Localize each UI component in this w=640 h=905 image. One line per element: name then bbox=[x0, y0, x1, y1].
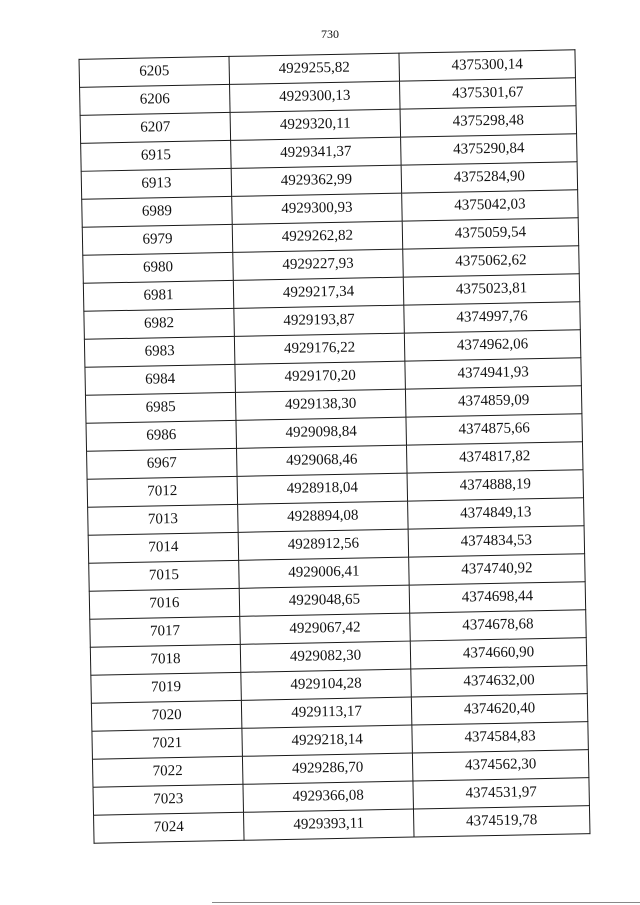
first-coordinate-cell: 4928918,04 bbox=[237, 473, 408, 504]
second-coordinate-cell: 4374888,19 bbox=[407, 470, 584, 501]
first-coordinate-cell: 4929218,14 bbox=[242, 725, 413, 756]
point-number-cell: 6984 bbox=[85, 364, 236, 395]
first-coordinate-cell: 4928912,56 bbox=[238, 529, 409, 560]
first-coordinate-cell: 4929176,22 bbox=[234, 333, 405, 364]
second-coordinate-cell: 4375284,90 bbox=[401, 162, 578, 193]
second-coordinate-cell: 4374632,00 bbox=[411, 666, 588, 697]
coordinates-table bbox=[79, 49, 591, 843]
point-number-cell: 7018 bbox=[90, 644, 241, 675]
point-number-cell: 6979 bbox=[82, 224, 233, 255]
first-coordinate-cell: 4929067,42 bbox=[240, 613, 411, 644]
point-number-cell: 6207 bbox=[80, 112, 231, 143]
point-number-cell: 7016 bbox=[89, 588, 240, 619]
second-coordinate-cell: 4374519,78 bbox=[413, 806, 590, 837]
first-coordinate-cell: 4929170,20 bbox=[235, 361, 406, 392]
second-coordinate-cell: 4374660,90 bbox=[410, 638, 587, 669]
first-coordinate-cell: 4929068,46 bbox=[237, 445, 408, 476]
second-coordinate-cell: 4375290,84 bbox=[401, 134, 578, 165]
point-number-cell: 6989 bbox=[82, 196, 233, 227]
second-coordinate-cell: 4375298,48 bbox=[400, 106, 577, 137]
first-coordinate-cell: 4929006,41 bbox=[239, 557, 410, 588]
first-coordinate-cell: 4929300,13 bbox=[230, 81, 401, 112]
first-coordinate-cell: 4929366,08 bbox=[243, 781, 414, 812]
second-coordinate-cell: 4374834,53 bbox=[408, 526, 585, 557]
second-coordinate-cell: 4374584,83 bbox=[412, 722, 589, 753]
point-number-cell: 7014 bbox=[88, 532, 239, 563]
second-coordinate-cell: 4374875,66 bbox=[406, 414, 583, 445]
second-coordinate-cell: 4374620,40 bbox=[411, 694, 588, 725]
point-number-cell: 6913 bbox=[81, 168, 232, 199]
point-number-cell: 7013 bbox=[88, 504, 239, 535]
first-coordinate-cell: 4929098,84 bbox=[236, 417, 407, 448]
second-coordinate-cell: 4374562,30 bbox=[412, 750, 589, 781]
point-number-cell: 6983 bbox=[84, 336, 235, 367]
first-coordinate-cell: 4929393,11 bbox=[244, 809, 415, 840]
page-number: 730 bbox=[321, 27, 339, 41]
point-number-cell: 6980 bbox=[83, 252, 234, 283]
first-coordinate-cell: 4929300,93 bbox=[232, 193, 403, 224]
point-number-cell: 6206 bbox=[80, 84, 231, 115]
second-coordinate-cell: 4374740,92 bbox=[409, 554, 586, 585]
second-coordinate-cell: 4375059,54 bbox=[402, 218, 579, 249]
second-coordinate-cell: 4374531,97 bbox=[413, 778, 590, 809]
first-coordinate-cell: 4929362,99 bbox=[231, 165, 402, 196]
second-coordinate-cell: 4374962,06 bbox=[404, 330, 581, 361]
second-coordinate-cell: 4375042,03 bbox=[402, 190, 579, 221]
scan-edge-line bbox=[212, 902, 640, 903]
point-number-cell: 7015 bbox=[89, 560, 240, 591]
point-number-cell: 7021 bbox=[92, 728, 243, 759]
first-coordinate-cell: 4929286,70 bbox=[242, 753, 413, 784]
second-coordinate-cell: 4375023,81 bbox=[403, 274, 580, 305]
point-number-cell: 7019 bbox=[91, 672, 242, 703]
point-number-cell: 7017 bbox=[90, 616, 241, 647]
second-coordinate-cell: 4375062,62 bbox=[403, 246, 580, 277]
first-coordinate-cell: 4929320,11 bbox=[230, 109, 401, 140]
first-coordinate-cell: 4929255,82 bbox=[229, 53, 400, 84]
first-coordinate-cell: 4929048,65 bbox=[239, 585, 410, 616]
point-number-cell: 6205 bbox=[79, 56, 230, 87]
point-number-cell: 6981 bbox=[83, 280, 234, 311]
point-number-cell: 7012 bbox=[87, 476, 238, 507]
second-coordinate-cell: 4374817,82 bbox=[406, 442, 583, 473]
first-coordinate-cell: 4929113,17 bbox=[241, 697, 412, 728]
point-number-cell: 7023 bbox=[93, 784, 244, 815]
point-number-cell: 6967 bbox=[87, 448, 238, 479]
point-number-cell: 6986 bbox=[86, 420, 237, 451]
first-coordinate-cell: 4929138,30 bbox=[235, 389, 406, 420]
point-number-cell: 7020 bbox=[91, 700, 242, 731]
first-coordinate-cell: 4929227,93 bbox=[233, 249, 404, 280]
second-coordinate-cell: 4374678,68 bbox=[410, 610, 587, 641]
first-coordinate-cell: 4929104,28 bbox=[241, 669, 412, 700]
first-coordinate-cell: 4929341,37 bbox=[231, 137, 402, 168]
table-body bbox=[79, 50, 590, 843]
first-coordinate-cell: 4928894,08 bbox=[238, 501, 409, 532]
point-number-cell: 6985 bbox=[85, 392, 236, 423]
first-coordinate-cell: 4929193,87 bbox=[234, 305, 405, 336]
second-coordinate-cell: 4374941,93 bbox=[405, 358, 582, 389]
point-number-cell: 6982 bbox=[84, 308, 235, 339]
second-coordinate-cell: 4374698,44 bbox=[409, 582, 586, 613]
point-number-cell: 6915 bbox=[81, 140, 232, 171]
point-number-cell: 7024 bbox=[94, 812, 245, 843]
first-coordinate-cell: 4929262,82 bbox=[232, 221, 403, 252]
second-coordinate-cell: 4374997,76 bbox=[404, 302, 581, 333]
second-coordinate-cell: 4375301,67 bbox=[399, 78, 576, 109]
coordinates-table-container bbox=[79, 49, 590, 843]
first-coordinate-cell: 4929217,34 bbox=[233, 277, 404, 308]
second-coordinate-cell: 4374849,13 bbox=[408, 498, 585, 529]
second-coordinate-cell: 4375300,14 bbox=[399, 50, 576, 81]
second-coordinate-cell: 4374859,09 bbox=[405, 386, 582, 417]
point-number-cell: 7022 bbox=[92, 756, 243, 787]
first-coordinate-cell: 4929082,30 bbox=[240, 641, 411, 672]
